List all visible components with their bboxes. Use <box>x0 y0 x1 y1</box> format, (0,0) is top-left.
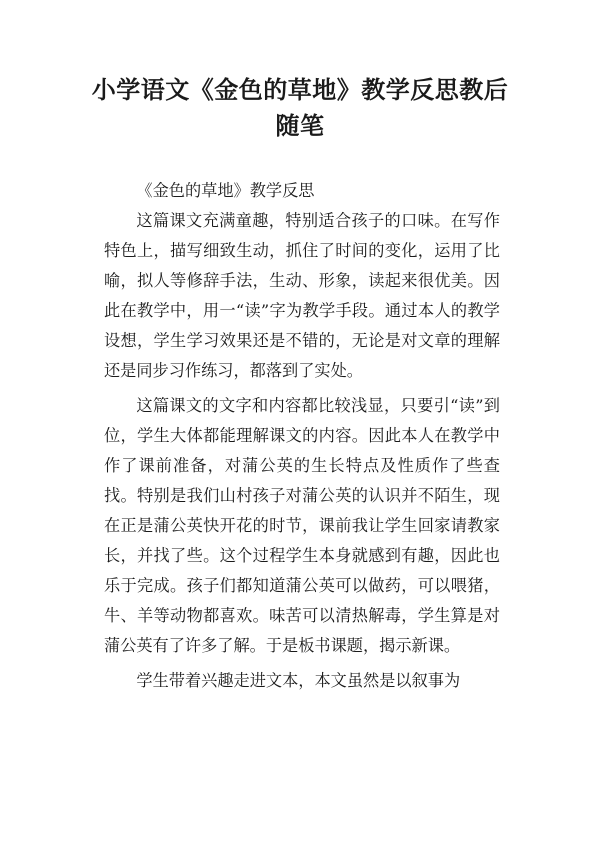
document-body <box>104 176 500 701</box>
section-heading: 《金色的草地》教学反思 <box>136 181 315 200</box>
document-title: 小学语文《金色的草地》教学反思教后随笔 <box>91 76 509 140</box>
paragraph: 学生带着兴趣走进文本，本文虽然是以叙事为 <box>136 671 461 690</box>
paragraph: 这篇课文的文字和内容都比较浅显，只要引“读”到位，学生大体都能理解课文的内容。因此本人在教学中作了课前准备，对蒲公英的生长特点及性质作了些查找。特别是我们山村孩子对蒲公英的认识并不陌生，现在正是蒲公英快开花的时节，课前我让学生回家请教家长，并找了些。这个过程学生本身就感到有趣，因此也乐于完成。孩子们都知道蒲公英可以做药，可以喂猪，牛、羊等动物都喜欢。味苦可以清热解毒，学生算是对蒲公英有了许多了解。于是板书课题，揭示新课。 <box>104 396 500 655</box>
paragraph: 这篇课文充满童趣，特别适合孩子的口味。在写作特色上，描写细致生动，抓住了时间的变化，运用了比喻，拟人等修辞手法，生动、形象，读起来很优美。因此在教学中，用一“读”字为教学手段。通过本人的教学设想，学生学习效果还是不错的，无论是对文章的理解还是同步习作练习，都落到了实处。 <box>104 211 500 380</box>
